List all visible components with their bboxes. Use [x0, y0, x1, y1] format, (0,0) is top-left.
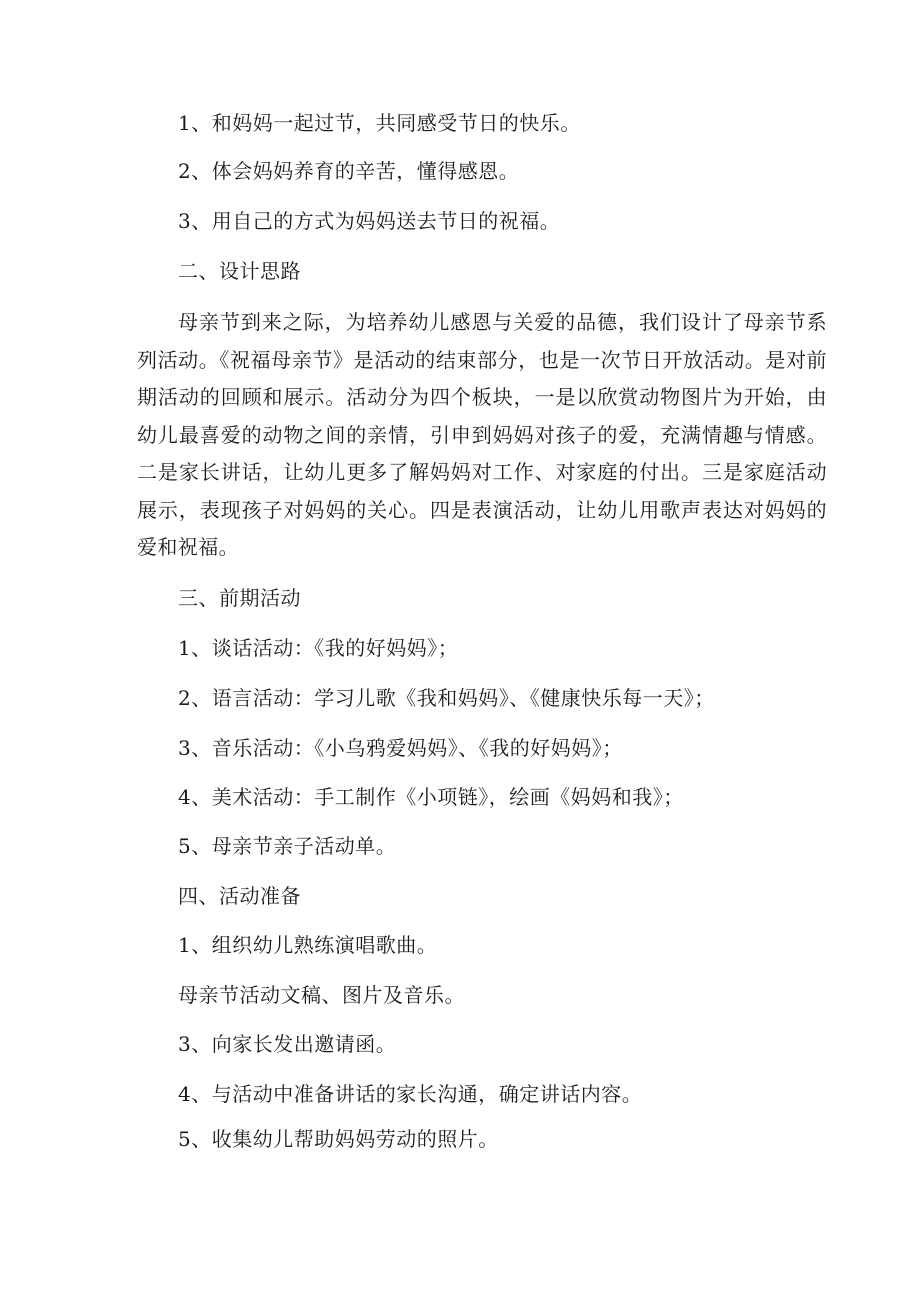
preactivity-item-3: 3、音乐活动：《小乌鸦爱妈妈》、《我的好妈妈》；	[178, 736, 623, 760]
preparation-item-5: 5、收集幼儿帮助妈妈劳动的照片。	[178, 1127, 499, 1151]
preparation-item-2: 母亲节活动文稿、图片及音乐。	[178, 983, 465, 1007]
design-paragraph-text: 母亲节到来之际，为培养幼儿感恩与关爱的品德，我们设计了母亲节系列活动。《祝福母亲节》是活动的结束部分，也是一次节日开放活动。是对前期活动的回顾和展示。活动分为四个板块，一是以欣赏动物图片为开始，由幼儿最喜爱的动物之间的亲情，引申到妈妈对孩子的爱，充满情趣与情感。二是家长讲话，让幼儿更多了解妈妈对工作、对家庭的付出。三是家庭活动展示，表现孩子对妈妈的关心。四是表演活动，让幼儿用歌声表达对妈妈的爱和祝福。	[137, 310, 827, 559]
preactivity-item-1: 1、谈话活动：《我的好妈妈》；	[178, 636, 459, 660]
preactivity-item-4: 4、美术活动：手工制作《小项链》，绘画《妈妈和我》；	[178, 785, 684, 809]
section-heading-preactivities: 三、前期活动	[178, 586, 301, 610]
preactivity-item-2: 2、语言活动：学习儿歌《我和妈妈》、《健康快乐每一天》；	[178, 686, 715, 710]
design-paragraph	[137, 304, 827, 567]
preparation-item-4: 4、与活动中准备讲话的家长沟通，确定讲话内容。	[178, 1082, 643, 1106]
goal-item-2: 2、体会妈妈养育的辛苦，懂得感恩。	[178, 159, 520, 183]
section-heading-design: 二、设计思路	[178, 259, 301, 283]
preparation-item-1: 1、组织幼儿熟练演唱歌曲。	[178, 933, 438, 957]
preactivity-item-5: 5、母亲节亲子活动单。	[178, 834, 397, 858]
section-heading-preparation: 四、活动准备	[178, 884, 301, 908]
goal-item-3: 3、用自己的方式为妈妈送去节日的祝福。	[178, 209, 561, 233]
preparation-item-3: 3、向家长发出邀请函。	[178, 1032, 397, 1056]
goal-item-1: 1、和妈妈一起过节，共同感受节日的快乐。	[178, 111, 581, 135]
